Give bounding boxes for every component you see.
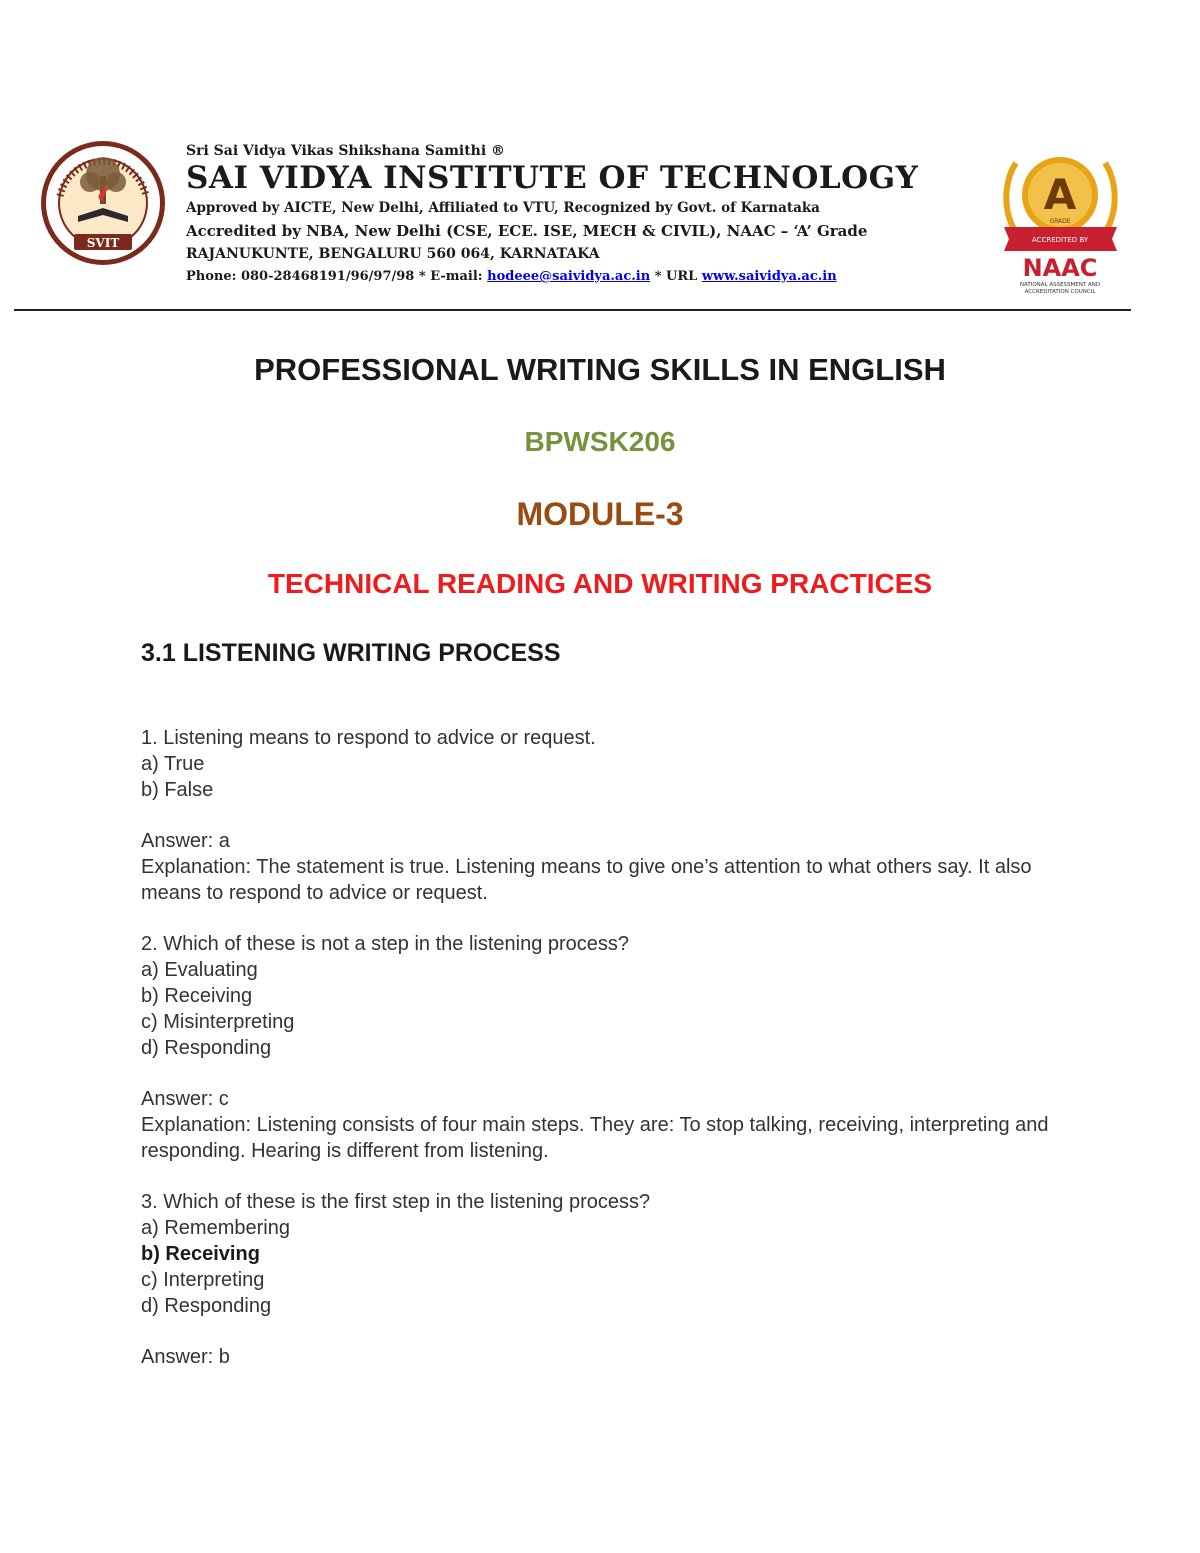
naac-full-name-1: NATIONAL ASSESSMENT AND bbox=[1019, 282, 1101, 288]
question-list bbox=[141, 726, 1061, 1371]
option: a) Remembering bbox=[141, 1217, 290, 1240]
url-prefix: * URL bbox=[650, 269, 702, 284]
naac-logo bbox=[998, 143, 1123, 295]
answer-2: Answer: c bbox=[141, 1088, 229, 1111]
phone-text: Phone: 080-28468191/96/97/98 * E-mail: bbox=[186, 269, 488, 284]
section-heading: 3.1 LISTENING WRITING PROCESS bbox=[141, 639, 561, 667]
samithi-name: Sri Sai Vidya Vikas Shikshana Samithi ® bbox=[186, 143, 506, 159]
institute-name: SAI VIDYA INSTITUTE OF TECHNOLOGY bbox=[186, 160, 919, 196]
course-code: BPWSK206 bbox=[524, 426, 676, 457]
svit-logo bbox=[38, 138, 168, 268]
naac-name: NAAC bbox=[1022, 254, 1098, 282]
answer-1: Answer: a bbox=[141, 830, 230, 853]
contact-line bbox=[186, 269, 837, 284]
naac-grade-label: GRADE bbox=[1049, 218, 1071, 225]
option: b) Receiving bbox=[141, 984, 253, 1007]
option: a) Evaluating bbox=[141, 959, 258, 982]
website-link[interactable]: www.saividya.ac.in bbox=[701, 269, 837, 284]
question-1: 1. Listening means to respond to advice or request. bbox=[141, 727, 596, 749]
course-title: PROFESSIONAL WRITING SKILLS IN ENGLISH bbox=[254, 352, 946, 387]
email-link[interactable]: hodeee@saividya.ac.in bbox=[487, 269, 651, 284]
header-divider bbox=[14, 309, 1131, 311]
naac-full-name-2: ACCREDITATION COUNCIL bbox=[1024, 289, 1096, 295]
svit-logo-text: SVIT bbox=[86, 236, 120, 250]
option: c) Interpreting bbox=[141, 1268, 265, 1291]
approval-line: Approved by AICTE, New Delhi, Affiliated to VTU, Recognized by Govt. of Karnataka bbox=[186, 200, 820, 216]
option: d) Responding bbox=[141, 1294, 272, 1317]
module-subtitle: TECHNICAL READING AND WRITING PRACTICES bbox=[267, 568, 933, 599]
option: d) Responding bbox=[141, 1036, 272, 1059]
option: a) True bbox=[141, 752, 205, 775]
module-title: MODULE-3 bbox=[516, 496, 684, 532]
naac-ribbon-text: ACCREDITED BY bbox=[1031, 236, 1089, 244]
question-2: 2. Which of these is not a step in the listening process? bbox=[141, 933, 630, 956]
option: c) Misinterpreting bbox=[141, 1010, 295, 1033]
explanation-2: Explanation: Listening consists of four main steps. They are: To stop talking, receiving, interpreting and responding. Hearing is different from listening. bbox=[141, 1113, 1049, 1162]
option-highlighted: b) Receiving bbox=[141, 1242, 260, 1265]
option: b) False bbox=[141, 778, 214, 801]
accreditation-line: Accredited by NBA, New Delhi (CSE, ECE. ISE, MECH & CIVIL), NAAC – ‘A’ Grade bbox=[186, 222, 868, 240]
naac-grade-letter: A bbox=[1043, 170, 1077, 219]
question-3: 3. Which of these is the first step in the listening process? bbox=[141, 1191, 651, 1214]
explanation-1: Explanation: The statement is true. Listening means to give one’s attention to what others say. It also means to respond to advice or request. bbox=[141, 855, 1032, 904]
answer-3: Answer: b bbox=[141, 1346, 230, 1369]
address-line: RAJANUKUNTE, BENGALURU 560 064, KARNATAKA bbox=[186, 246, 600, 262]
